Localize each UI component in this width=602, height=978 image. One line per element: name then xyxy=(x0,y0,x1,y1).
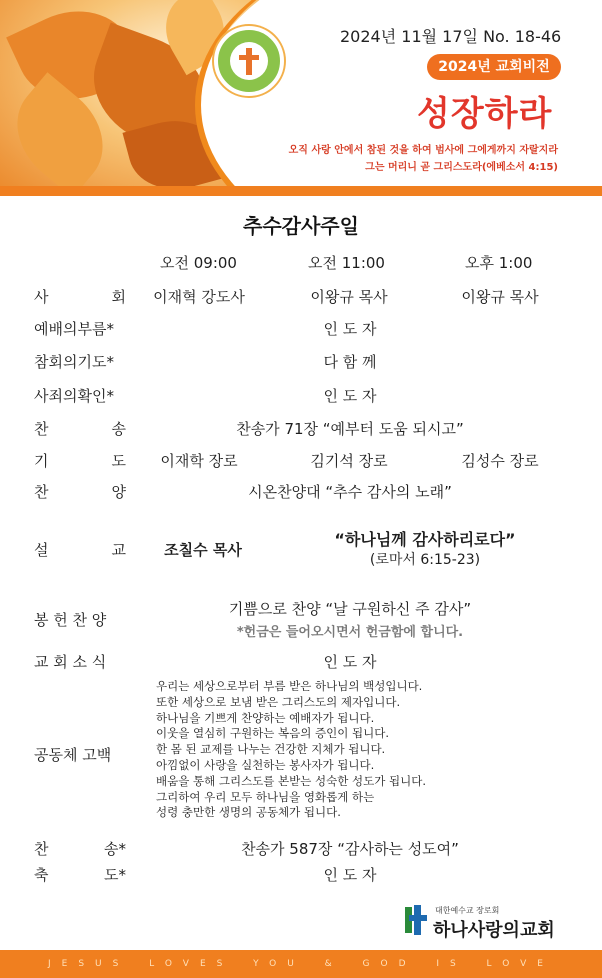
confession-line: 또한 세상으로 보냄 받은 그리스도의 제자입니다. xyxy=(156,694,401,709)
motto-word: JESUS xyxy=(48,959,130,969)
hymn-2-value: 찬송가 587장 “감사하는 성도여” xyxy=(241,840,459,858)
confession-line: 하나님을 기쁘게 찬양하는 예배자가 됩니다. xyxy=(156,710,375,725)
church-name: 하나사랑의교회 xyxy=(433,920,555,941)
label-confession-prayer: 참회의기도* xyxy=(34,353,114,371)
motto-word: GOD xyxy=(362,959,417,969)
confession-line: 배움을 통해 그리스도를 본받는 성숙한 성도가 됩니다. xyxy=(156,773,426,788)
host-1: 이재혁 강도사 xyxy=(153,288,245,306)
hymn-1-value: 찬송가 71장 “예부터 도움 되시고” xyxy=(236,420,464,438)
sermon-preacher: 조칠수 목사 xyxy=(164,541,242,559)
vision-slogan: 성장하라 xyxy=(417,94,553,134)
label-hymn-2: 찬 송* xyxy=(34,840,126,858)
call-to-worship-value: 인 도 자 xyxy=(323,320,377,338)
verse-line-2: 그는 머리니 곧 그리스도라(에베소서 4:15) xyxy=(365,162,558,173)
church-denomination: 대한예수교 장로회 xyxy=(435,906,500,915)
service-title: 추수감사주일 xyxy=(243,214,359,238)
sermon-reference: (로마서 6:15-23) xyxy=(369,552,481,568)
label-sermon: 설 교 xyxy=(34,541,126,559)
prayer-1: 이재학 장로 xyxy=(160,452,238,470)
assurance-value: 인 도 자 xyxy=(323,387,377,405)
label-community-confession: 공동체 고백 xyxy=(34,746,112,764)
confession-prayer-value: 다 함 께 xyxy=(323,353,377,371)
verse-line-1: 오직 사랑 안에서 참된 것을 하여 범사에 그에게까지 자랄지라 xyxy=(288,145,558,156)
time-slot-1: 오전 09:00 xyxy=(160,254,237,272)
time-slot-2: 오전 11:00 xyxy=(308,254,385,272)
motto-word: & xyxy=(324,959,343,969)
label-church-news: 교 회 소 식 xyxy=(34,653,107,671)
header-divider xyxy=(0,186,602,196)
motto-word: LOVES xyxy=(149,959,234,969)
church-logo-icon xyxy=(405,905,427,935)
label-host: 사 회 xyxy=(34,288,126,306)
confession-line: 그리하여 우리 모두 하나님을 영화롭게 하는 xyxy=(156,789,375,804)
confession-line: 우리는 세상으로부터 부름 받은 하나님의 백성입니다. xyxy=(156,679,423,693)
confession-line: 이웃을 열심히 구원하는 복음의 증인이 됩니다. xyxy=(156,726,390,741)
choir-value: 시온찬양대 “추수 감사의 노래” xyxy=(248,483,452,501)
offering-note: *헌금은 들어오시면서 헌금함에 합니다. xyxy=(236,625,464,640)
motto-word: IS xyxy=(436,959,467,969)
label-offering: 봉 헌 찬 양 xyxy=(34,611,107,629)
church-news-value: 인 도 자 xyxy=(323,653,377,671)
host-2: 이왕규 목사 xyxy=(310,288,388,306)
label-hymn-1: 찬 송 xyxy=(34,420,126,438)
church-logo xyxy=(405,905,575,939)
community-confession-text xyxy=(156,679,426,821)
footer-motto-bar xyxy=(0,950,602,978)
vision-badge: 2024년 교회비전 xyxy=(427,54,561,80)
offering-value: 기쁨으로 찬양 “날 구원하신 주 감사” xyxy=(228,600,472,618)
prayer-2: 김기석 장로 xyxy=(310,452,388,470)
prayer-3: 김성수 장로 xyxy=(461,452,539,470)
cross-emblem-icon xyxy=(214,26,284,96)
label-prayer: 기 도 xyxy=(34,452,126,470)
bulletin-date: 2024년 11월 17일 No. 18-46 xyxy=(340,27,562,46)
label-assurance: 사죄의확인* xyxy=(34,387,114,405)
label-call-to-worship: 예배의부름* xyxy=(34,320,114,338)
label-choir: 찬 양 xyxy=(34,483,126,501)
bulletin-header xyxy=(0,0,602,190)
confession-line: 한 몸 된 교제를 나누는 건강한 지체가 됩니다. xyxy=(156,742,386,757)
confession-line: 성령 충만한 생명의 공동체가 됩니다. xyxy=(156,805,341,820)
motto-word: LOVE xyxy=(486,959,554,969)
benediction-value: 인 도 자 xyxy=(323,866,377,884)
label-benediction: 축 도* xyxy=(34,866,126,884)
host-3: 이왕규 목사 xyxy=(461,288,539,306)
sermon-title: “하나님께 감사하리로다” xyxy=(334,530,516,549)
motto-word: YOU xyxy=(253,959,305,969)
time-slot-3: 오후 1:00 xyxy=(465,254,533,272)
confession-line: 아낌없이 사랑을 실천하는 봉사자가 됩니다. xyxy=(156,757,375,772)
